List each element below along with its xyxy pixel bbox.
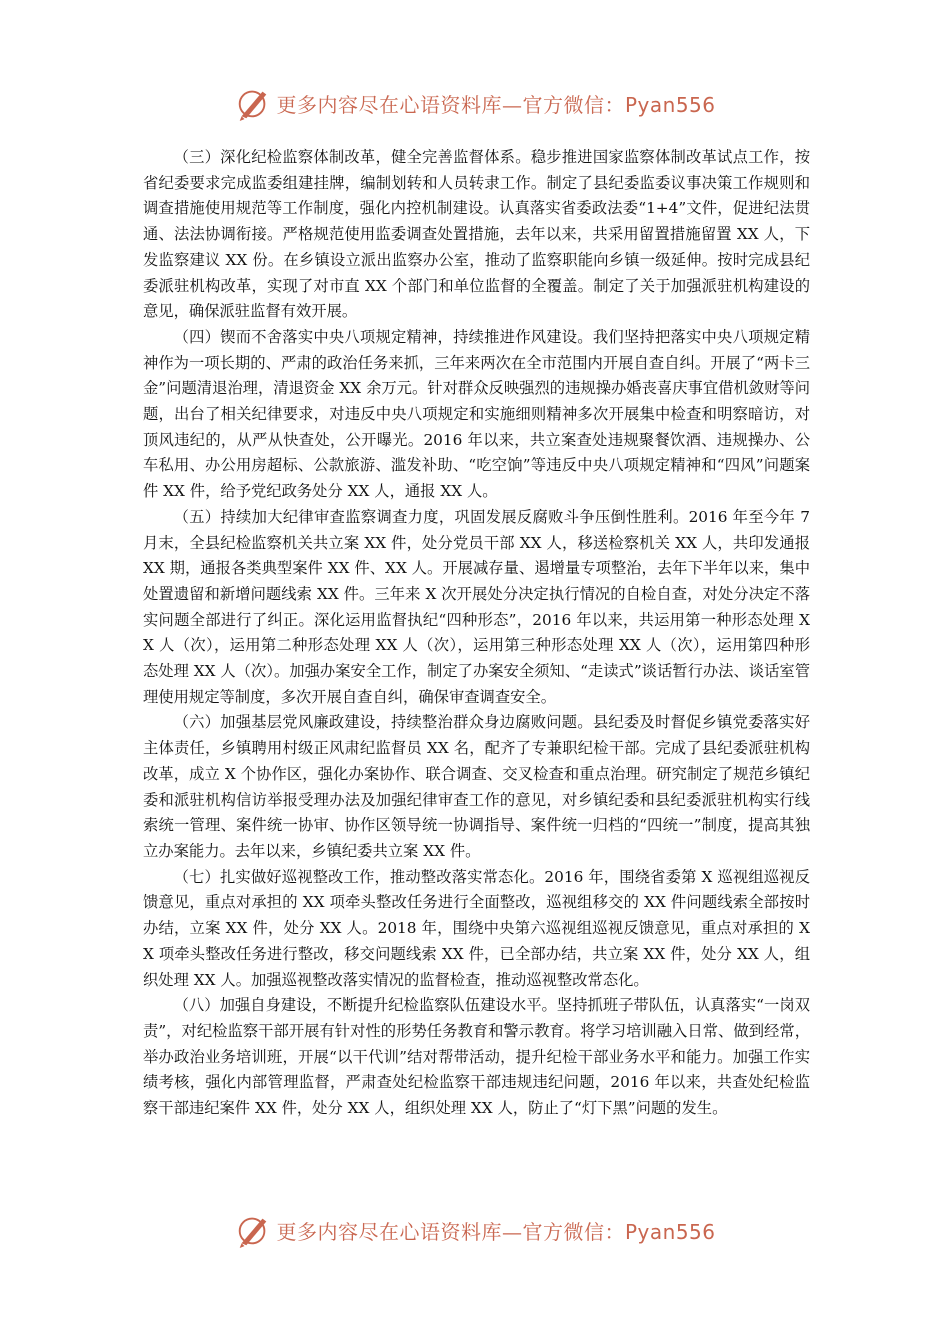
body-text xyxy=(143,145,810,1122)
paragraph-8: （八）加强自身建设，不断提升纪检监察队伍建设水平。坚持抓班子带队伍，认真落实“一岗双责”，对纪检监察干部开展有针对性的形势任务教育和警示教育。将学习培训融入日常、做到经常，举办政治业务培训班，开展“以干代训”结对帮带活动，提升纪检干部业务水平和能力。加强工作实绩考核，强化内部管理监督，严肃查处纪检监察干部违规违纪问题，2016 年以来，共查处纪检监察干部违纪案件 XX 件，处分 XX 人，组织处理 XX 人，防止了“灯下黑”问题的发生。 xyxy=(143,996,810,1118)
watermark-banner-top xyxy=(0,83,950,123)
pen-logo-icon xyxy=(234,84,272,122)
watermark-text: 更多内容尽在心语资料库—官方微信：Pyan556 xyxy=(276,1219,716,1244)
watermark-banner-bottom xyxy=(0,1210,950,1250)
watermark-text: 更多内容尽在心语资料库—官方微信：Pyan556 xyxy=(276,92,716,117)
paragraph-6: （六）加强基层党风廉政建设，持续整治群众身边腐败问题。县纪委及时督促乡镇党委落实好主体责任，乡镇聘用村级正风肃纪监督员 XX 名，配齐了专兼职纪检干部。完成了县纪委派驻机构改革，成立 X 个协作区，强化办案协作、联合调查、交叉检查和重点治理。研究制定了规范乡镇纪委和派驻机构信访举报受理办法及加强纪律审查工作的意见，对乡镇纪委和县纪委派驻机构实行线索统一管理、案件统一协审、协作区领导统一协调指导、案件统一归档的“四统一”制度，提高其独立办案能力。去年以来，乡镇纪委共立案 XX 件。 xyxy=(143,713,810,860)
paragraph-3: （三）深化纪检监察体制改革，健全完善监督体系。稳步推进国家监察体制改革试点工作，按省纪委要求完成监委组建挂牌，编制划转和人员转隶工作。制定了县纪委监委议事决策工作规则和调查措施使用规范等工作制度，强化内控机制建设。认真落实省委政法委“1+4”文件，促进纪法贯通、法法协调衔接。严格规范使用监委调查处置措施，去年以来，共采用留置措施留置 XX 人，下发监察建议 XX 份。在乡镇设立派出监察办公室，推动了监察职能向乡镇一级延伸。按时完成县纪委派驻机构改革，实现了对市直 XX 个部门和单位监督的全覆盖。制定了关于加强派驻机构建设的意见，确保派驻监督有效开展。 xyxy=(143,148,810,321)
paragraph-4: （四）锲而不舍落实中央八项规定精神，持续推进作风建设。我们坚持把落实中央八项规定精神作为一项长期的、严肃的政治任务来抓，三年来两次在全市范围内开展自查自纠。开展了“两卡三金”问题清退治理，清退资金 XX 余万元。针对群众反映强烈的违规操办婚丧喜庆事宜借机敛财等问题，出台了相关纪律要求，对违反中央八项规定和实施细则精神多次开展集中检查和明察暗访，对顶风违纪的，从严从快查处，公开曝光。2016 年以来，共立案查处违规聚餐饮酒、违规操办、公车私用、办公用房超标、公款旅游、滥发补助、“吃空饷”等违反中央八项规定精神和“四风”问题案件 XX 件，给予党纪政务处分 XX 人，通报 XX 人。 xyxy=(143,327,810,501)
pen-logo-icon xyxy=(234,1211,272,1249)
paragraph-5: （五）持续加大纪律审查监察调查力度，巩固发展反腐败斗争压倒性胜利。2016 年至今年 7 月末，全县纪检监察机关共立案 XX 件，处分党员干部 XX 人，移送检察机关 XX 人，共印发通报 XX 期，通报各类典型案件 XX 件、XX 人。开展减存量、遏增量专项整治，去年下半年以来，集中处置遗留和新增问题线索 XX 件。三年来 X 次开展处分决定执行情况的自检自查，对处分决定不落实问题全部进行了纠正。深化运用监督执纪“四种形态”，2016 年以来，共运用第一种形态处理 XX 人（次），运用第二种形态处理 XX 人（次），运用第三种形态处理 XX 人（次），运用第四种形态处理 XX 人（次）。加强办案安全工作，制定了办案安全须知、“走读式”谈话暂行办法、谈话室管理使用规定等制度，多次开展自查自纠，确保审查调查安全。 xyxy=(143,507,810,706)
paragraph-7: （七）扎实做好巡视整改工作，推动整改落实常态化。2016 年，围绕省委第 X 巡视组巡视反馈意见，重点对承担的 XX 项牵头整改任务进行全面整改，巡视组移交的 XX 件问题线索全部按时办结，立案 XX 件，处分 XX 人。2018 年，围绕中央第六巡视组巡视反馈意见，重点对承担的 XX 项牵头整改任务进行整改，移交问题线索 XX 件，已全部办结，共立案 XX 件，处分 XX 人，组织处理 XX 人。加强巡视整改落实情况的监督检查，推动巡视整改常态化。 xyxy=(143,867,810,989)
